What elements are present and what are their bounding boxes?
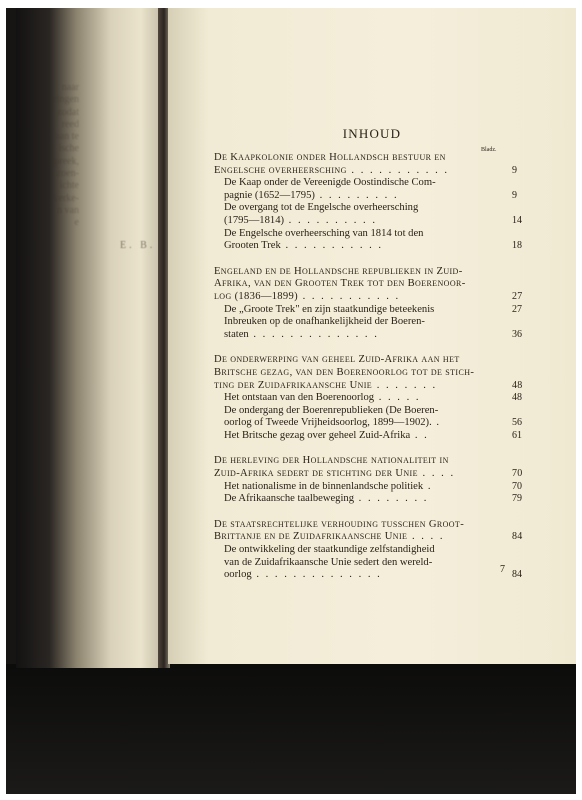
toc-entry-text: De overgang tot de Engelsche overheersching: [224, 202, 419, 214]
entry-page-number: 9: [512, 189, 517, 201]
toc-entry-line: [214, 202, 510, 215]
toc-section: [214, 354, 523, 442]
left-page-fragment: reed: [61, 118, 79, 130]
toc-entry-text: (1795—1814): [224, 214, 285, 226]
dot-leader: .: [423, 480, 433, 492]
entry-page-number: 27: [512, 303, 522, 315]
dot-leader: . . . . . . . . . . .: [280, 240, 384, 252]
toc-entry-line: [214, 303, 522, 317]
entry-page-number: 70: [512, 480, 522, 492]
left-page-fragment: e: [74, 217, 79, 229]
toc-entry-text: De Engelsche overheersching van 1814 tot den: [224, 227, 424, 239]
left-page-fragment: n van: [57, 204, 79, 216]
entry-page-number: 14: [512, 214, 522, 226]
chapter-title-line: DE KAAPKOLONIE ONDER HOLLANDSCH BESTUUR EN: [214, 152, 446, 163]
toc-entry-line: [214, 493, 522, 506]
chapter-title-line: DE STAATSRECHTELIJKE VERHOUDING TUSSCHEN GROOT-: [214, 518, 465, 530]
dot-leader: . . . . . . . . . . .: [297, 290, 401, 302]
toc-entry-line: [214, 557, 510, 570]
chapter-page-number: 27: [512, 290, 523, 302]
toc-entry-text: oorlog: [224, 569, 252, 581]
toc-entry-line: [214, 544, 510, 557]
toc-section: [214, 265, 523, 342]
toc-entry-text: Het nationalisme in de binnenlandsche politiek: [224, 480, 424, 492]
toc-entry-text: De ontwikkeling der staatkundige zelfstandigheid: [224, 544, 435, 556]
toc-entry-text: Het Britsche gezag over geheel Zuid-Afrika: [224, 429, 411, 441]
dot-leader: . . . . . . . . .: [314, 189, 399, 201]
toc-entry-text: De Kaap onder de Vereenigde Oostindische Com-: [224, 177, 436, 189]
left-page-fragment: ische: [58, 143, 79, 155]
toc-section: [214, 455, 523, 505]
dot-leader: .: [431, 417, 442, 429]
toc-entry-line: [214, 429, 522, 443]
page-column-label: Bladz.: [481, 147, 497, 153]
chapter-page-number: 84: [512, 531, 523, 543]
toc-entry-line: [214, 228, 510, 241]
left-page-fragment: verke-: [53, 192, 79, 204]
toc-entry-text: Het ontstaan van den Boerenoorlog: [224, 392, 375, 404]
toc-entry-line: [214, 392, 522, 405]
left-page-text-fragments: [16, 82, 80, 230]
left-page-fragment: spreek,: [50, 155, 79, 167]
dot-leader: . . . . . . . . . . . . . .: [251, 569, 382, 581]
entry-page-number: 36: [512, 328, 522, 340]
left-page-fragment: ichte: [59, 180, 79, 192]
table-of-contents: [214, 152, 523, 582]
toc-entry-text: van de Zuidafrikaansche Unie sedert den wereld-: [224, 556, 433, 568]
left-page-fragment: zodat: [57, 106, 79, 118]
dot-leader: . . . .: [417, 468, 456, 480]
toc-entry-line: [214, 405, 510, 418]
chapter-title-line: BRITSCHE GEZAG, VAN DEN BOERENOORLOG TOT DE STICH-: [214, 366, 475, 378]
entry-page-number: 48: [512, 392, 522, 404]
toc-entry-text: staten: [224, 328, 249, 340]
toc-entry-text: De „Groote Trek" en zijn staatkundige beteekenis: [224, 303, 435, 315]
toc-entry-text: Grooten Trek: [224, 240, 281, 252]
dot-leader: . . . . . . . . . .: [284, 214, 377, 226]
left-book-page: [16, 8, 168, 668]
chapter-title-line: ENGELAND EN DE HOLLANDSCHE REPUBLIEKEN IN ZUID-: [214, 265, 463, 277]
chapter-page-number: 48: [512, 379, 523, 391]
dot-leader: . . . . .: [374, 392, 421, 404]
toc-section: [214, 518, 523, 582]
toc-section: [214, 152, 522, 253]
page-title: INHOUD: [342, 126, 402, 141]
dot-leader: . . . . . . .: [372, 379, 438, 391]
chapter-title-line: ZUID-AFRIKA SEDERT DE STICHTING DER UNIE . . . . 70: [214, 468, 510, 481]
left-page-fragment: aan te: [55, 131, 79, 143]
dot-leader: . . . .: [407, 531, 445, 543]
dot-leader: . . . . . . . . . . .: [346, 164, 450, 176]
left-page-fragment: zoen-: [56, 168, 79, 180]
toc-entry-text: De ondergang der Boerenrepublieken (De Boeren-: [224, 404, 439, 416]
chapter-page-number: 70: [512, 468, 523, 480]
chapter-title-line: ENGELSCHE OVERHEERSCHING . . . . . . . . . . . 9: [214, 165, 510, 178]
toc-entry-text: De Afrikaansche taalbeweging: [224, 493, 355, 505]
chapter-title-line: DE HERLEVING DER HOLLANDSCHE NATIONALITEIT IN: [214, 455, 449, 467]
toc-entry-line: [214, 316, 510, 329]
toc-entry-line: [214, 177, 510, 190]
dark-table-surface: [6, 664, 576, 794]
toc-entry-line: [214, 214, 522, 228]
chapter-title-line: LOG (1836—1899) . . . . . . . . . . . 27: [214, 291, 510, 304]
entry-page-number: 56: [512, 417, 522, 429]
entry-page-number: 84: [512, 569, 522, 581]
left-page-fragment: ringen: [53, 94, 79, 106]
chapter-title-line: DE ONDERWERPING VAN GEHEEL ZUID-AFRIKA AAN HET: [214, 354, 460, 366]
dot-leader: . . . . . . . .: [354, 493, 429, 505]
chapter-title-line: AFRIKA, VAN DEN GROOTEN TREK TOT DEN BOERENOOR-: [214, 278, 466, 290]
chapter-title-line: TING DER ZUIDAFRIKAANSCHE UNIE . . . . . . . 48: [214, 380, 510, 393]
toc-entry-line: [214, 189, 517, 203]
dot-leader: . .: [410, 429, 429, 441]
toc-entry-line: [214, 569, 522, 582]
chapter-title-line: BRITTANJE EN DE ZUIDAFRIKAANSCHE UNIE . . . . 84: [214, 531, 510, 544]
toc-entry-line: [214, 328, 522, 342]
toc-entry-line: [214, 240, 522, 253]
toc-entry-text: oorlog of Tweede Vrijheidsoorlog, 1899—1902).: [224, 417, 432, 429]
dot-leader: . . . . . . . . . . . . . .: [248, 328, 379, 340]
left-page-fragment: naar: [61, 82, 79, 93]
page-number: 7: [500, 564, 505, 575]
entry-page-number: 18: [512, 240, 522, 252]
toc-entry-line: [214, 480, 522, 494]
right-book-page: [168, 8, 576, 664]
toc-entry-text: Inbreuken op de onafhankelijkheid der Boeren-: [224, 316, 425, 328]
author-initials: E. B.: [120, 240, 156, 251]
toc-entry-text: pagnie (1652—1795): [224, 189, 315, 201]
entry-page-number: 79: [512, 493, 522, 505]
toc-entry-line: [214, 417, 522, 430]
chapter-page-number: 9: [512, 164, 518, 176]
entry-page-number: 61: [512, 429, 522, 441]
